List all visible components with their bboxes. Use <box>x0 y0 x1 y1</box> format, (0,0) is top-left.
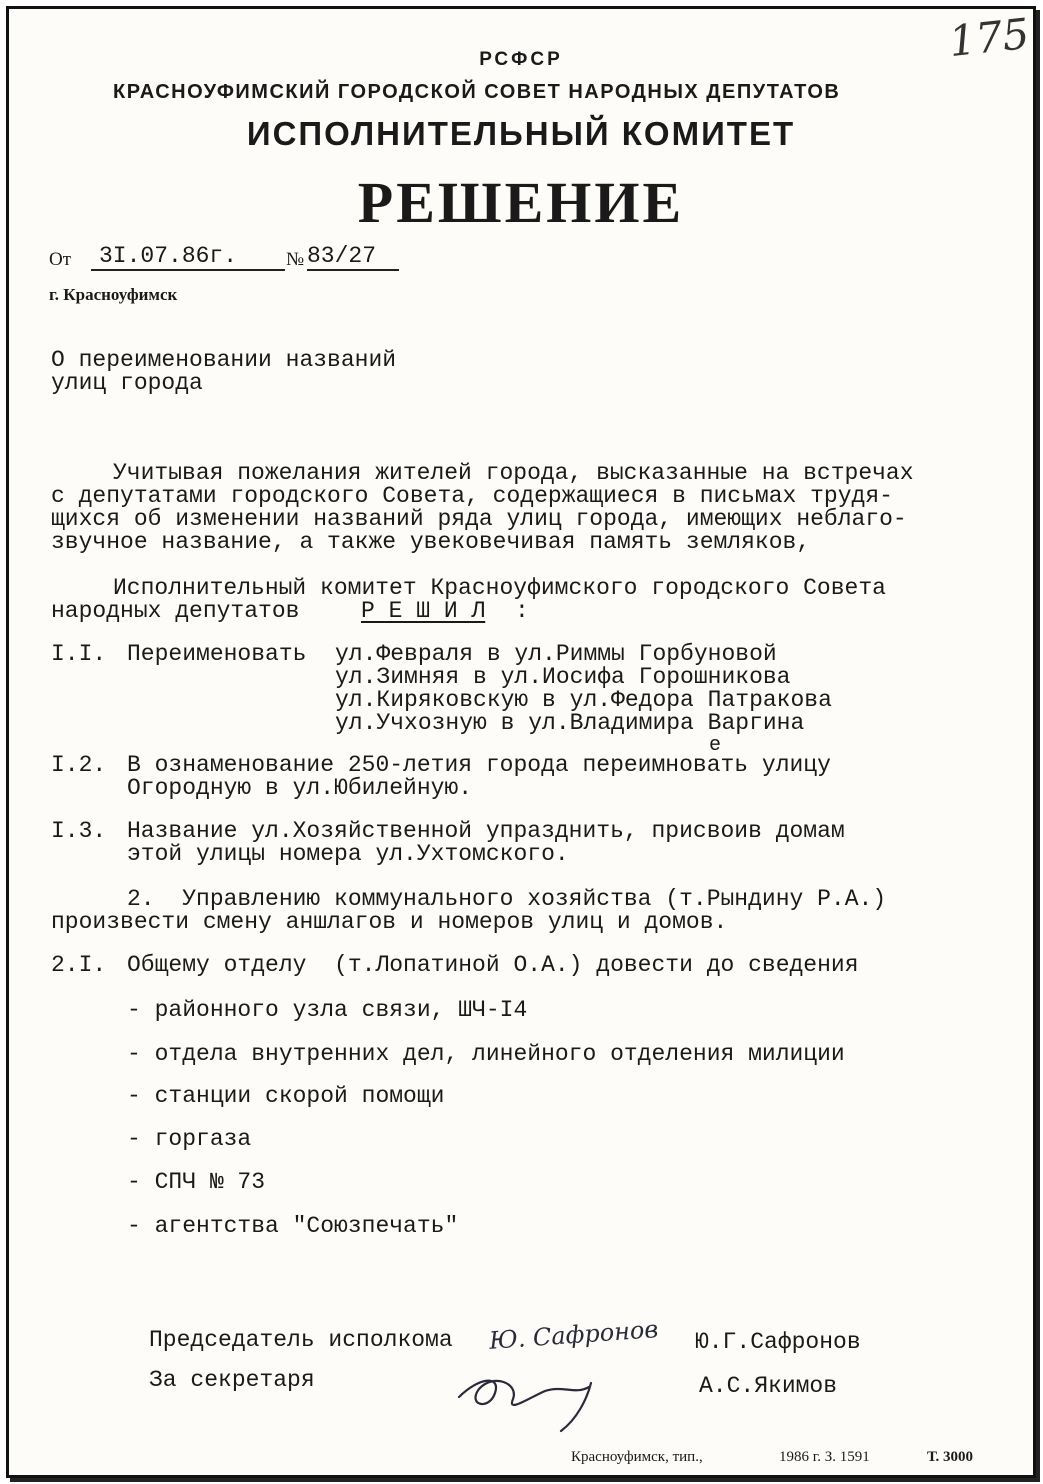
document-type-title: РЕШЕНИЕ <box>357 170 685 235</box>
committee-heading: ИСПОЛНИТЕЛЬНЫЙ КОМИТЕТ <box>246 115 796 152</box>
document-page <box>6 6 1036 1478</box>
rename-line: ул.Киряковскую в ул.Федора Патракова <box>335 687 832 713</box>
preamble-line-3: щихся об изменении названий ряда улиц города, имеющих неблаго- <box>51 506 907 532</box>
item-1-2-line-2: Огородную в ул.Юбилейную. <box>127 775 473 801</box>
item-2-line-2: произвести смену аншлагов и номеров улиц и домов. <box>51 909 728 935</box>
item-1-3-line-1: Название ул.Хозяйственной упразднить, присвоив домам <box>127 818 845 844</box>
city: г. Красноуфимск <box>49 285 178 304</box>
preamble-line-4: звучное название, а также увековечивая память земляков, <box>51 529 811 555</box>
secretary-name: А.С.Якимов <box>699 1373 838 1399</box>
decision-date: 3I.07.86г. <box>91 245 285 271</box>
item-1-2-line-1: В ознаменование 250-летия города переимновать улицу <box>127 752 831 778</box>
print-run: Т. 3000 <box>927 1449 974 1465</box>
rename-line: ул.Зимняя в ул.Иосифа Горошникова <box>335 664 791 690</box>
recipient-item: - агентства "Союзпечать" <box>127 1213 459 1239</box>
recipient-item: - горгаза <box>127 1126 252 1152</box>
item-1-3-line-2: этой улицы номера ул.Ухтомского. <box>127 841 569 867</box>
resolved-colon: : <box>515 598 529 624</box>
decision-number: 83/27 <box>307 245 399 271</box>
preamble-line-2: с депутатами городского Совета, содержащиеся в письмах трудя- <box>51 483 893 509</box>
subject-line-1: О переименовании названий <box>51 347 397 373</box>
item-2-1-text: Общему отделу (т.Лопатиной О.А.) довести до сведения <box>127 952 859 978</box>
chair-name: Ю.Г.Сафронов <box>695 1329 861 1355</box>
republic-heading: РСФСР <box>479 49 563 70</box>
recipient-item: - СПЧ № 73 <box>127 1169 266 1195</box>
item-2-1-number: 2.I. <box>51 952 107 978</box>
recipient-item: - станции скорой помощи <box>127 1083 445 1109</box>
secretary-title: За секретаря <box>149 1367 315 1393</box>
rename-line: ул.Февраля в ул.Риммы Горбуновой <box>335 641 777 667</box>
resolved-word: Р Е Ш И Л <box>361 598 486 624</box>
recipient-item: - районного узла связи, ШЧ-I4 <box>127 997 528 1023</box>
chair-title: Председатель исполкома <box>149 1327 453 1353</box>
secretary-signature <box>449 1359 619 1439</box>
item-1-2-number: I.2. <box>51 752 107 778</box>
rename-line: ул.Учхозную в ул.Владимира Варгина <box>335 710 805 736</box>
decision-line-1: Исполнительный комитет Красноуфимского городского Совета <box>113 575 886 601</box>
preamble-line-1: Учитывая пожелания жителей города, высказанные на встречах <box>113 460 914 486</box>
print-info: 1986 г. З. 1591 <box>779 1449 870 1465</box>
date-prefix: От <box>49 249 72 270</box>
subject-line-2: улиц города <box>51 370 203 396</box>
item-1-1-label: Переименовать <box>127 641 307 667</box>
item-2-line-1: 2. Управлению коммунального хозяйства (т.Рындину Р.А.) <box>127 886 887 912</box>
item-1-2-correction: е <box>709 734 722 757</box>
council-heading: КРАСНОУФИМСКИЙ ГОРОДСКОЙ СОВЕТ НАРОДНЫХ ДЕПУТАТОВ <box>113 81 841 103</box>
item-1-1-number: I.I. <box>51 641 107 667</box>
archive-number: 175 <box>946 8 1032 67</box>
item-1-3-number: I.3. <box>51 818 107 844</box>
printer-imprint: Красноуфимск, тип., <box>571 1449 703 1465</box>
number-prefix: № <box>286 249 305 270</box>
decision-line-2: народных депутатов <box>51 598 300 624</box>
chair-signature: Ю. Сафронов <box>488 1315 660 1355</box>
recipient-item: - отдела внутренних дел, линейного отделения милиции <box>127 1041 845 1067</box>
